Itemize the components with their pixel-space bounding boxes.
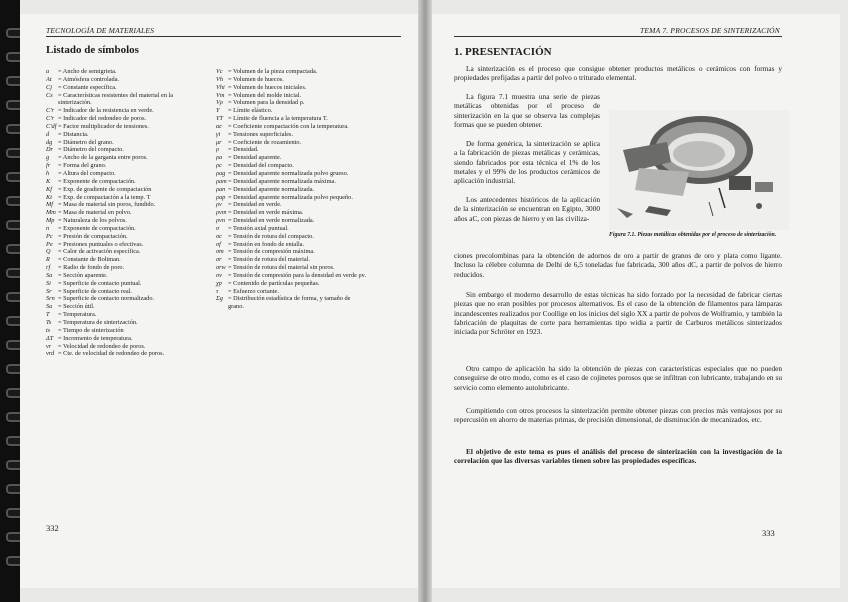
symbol-row xyxy=(46,146,202,154)
symbol-row xyxy=(46,350,202,358)
symbol: σf xyxy=(216,240,221,248)
symbol-description: = Naturaleza de los polvos. xyxy=(58,217,127,225)
symbol-description: = Densidad aparente normalizada polvo grueso. xyxy=(228,169,349,177)
symbol-description: = Volumen de huecos. xyxy=(228,75,284,83)
symbol-row xyxy=(216,146,366,154)
symbol: μr xyxy=(216,138,222,146)
symbol: dg xyxy=(46,138,53,146)
symbol-description: = Factor multiplicador de tensiones. xyxy=(58,122,149,130)
symbol-description: = Superficie de contacto puntual. xyxy=(58,279,142,287)
symbol: ΔT xyxy=(46,334,54,342)
symbol: Vhi xyxy=(216,83,225,91)
symbol-description: = Densidad en verde máxima. xyxy=(228,209,304,217)
paragraph: Los antecedentes históricos de la aplicación de la sinterización se encuentran en Egipto, 3000 años aC, con piezas de hierro y en las civiliza- xyxy=(454,195,600,223)
symbol-description: = Características resistentes del material en la sinterización. xyxy=(58,91,174,107)
symbol-description: = Densidad aparente normalizada polvo pequeño. xyxy=(228,193,353,201)
symbol-row xyxy=(46,92,202,108)
symbol: g xyxy=(46,154,50,162)
symbol-row xyxy=(216,194,366,202)
symbol: Ts xyxy=(46,319,52,326)
symbol: ρa xyxy=(216,154,223,162)
symbol: ρv xyxy=(216,201,222,209)
symbol-description: = Tensión de rotura del material. xyxy=(228,256,311,264)
symbol-row xyxy=(46,343,202,351)
symbol: Si xyxy=(46,279,51,287)
symbol-row xyxy=(216,170,366,178)
symbol-description: = Presión de compactación. xyxy=(58,232,128,240)
symbol-description: = Tensión de rotura del compacto. xyxy=(228,232,314,240)
symbol-description: = Esfuerzo cortante. xyxy=(228,287,279,295)
symbol-description: = Sección aparente. xyxy=(58,271,108,279)
symbol-description: = Exponente de compactación. xyxy=(58,224,136,232)
symbol-row xyxy=(46,123,202,131)
paragraph: Compitiendo con otros procesos la sinterización permite obtener piezas con precios más ventajosos por su repercusión en ahorro de materias primas, de precisión dimensional, de disminución de mecanizados, etc. xyxy=(454,406,782,425)
symbol: Mf xyxy=(46,201,53,209)
symbol-description: = Coeficiente de rozamiento. xyxy=(228,138,302,146)
symbol-row xyxy=(216,139,366,147)
symbol: ρvm xyxy=(216,209,227,217)
symbol-description: = Tensión en fondo de entalla. xyxy=(228,240,305,248)
symbol-row xyxy=(216,76,366,84)
symbol: ρc xyxy=(216,162,222,170)
symbol-description: = Densidad en verde normalizada. xyxy=(228,217,315,225)
symbol-row xyxy=(46,201,202,209)
symbol-row xyxy=(216,256,366,264)
symbol: σc xyxy=(216,232,222,240)
symbol-description: = Radio de fondo de poro. xyxy=(58,264,125,272)
symbol: Mm xyxy=(46,209,56,217)
symbol-description: = Tiempo de sinterización xyxy=(58,326,124,334)
symbol-row xyxy=(46,225,202,233)
symbol-description: = Ancho de la garganta entre poros. xyxy=(58,154,148,162)
symbol-row xyxy=(216,162,366,170)
symbol-description: = Cte. de velocidad de redondeo de poros. xyxy=(58,350,165,358)
symbol: Sa xyxy=(46,271,53,279)
page-number: 332 xyxy=(46,523,59,533)
symbol-row xyxy=(216,84,366,92)
symbol-row xyxy=(216,154,366,162)
sintered-parts-photo xyxy=(609,110,789,230)
symbol-description: = Diámetro del compacto. xyxy=(58,146,124,154)
symbol-row xyxy=(46,233,202,241)
paragraph: La sinterización es el proceso que consigue obtener productos metálicos o cerámicos con formas y propiedades prefijadas a partir del polvo o triturado elemental. xyxy=(454,64,782,83)
symbol: Kf xyxy=(46,185,52,193)
paragraph: Otro campo de aplicación ha sido la obtención de piezas con características especiales que no pueden conseguirse de otro modo, como es el caso de cojinetes porosos que se infiltran con lubricante, trabajando en su servicio como elemento autolubricante. xyxy=(454,364,782,392)
symbol-description: = Límite elástico. xyxy=(228,107,273,115)
symbol-description: = Tensión de compresión para la densidad en verde ρv. xyxy=(228,271,366,279)
symbol-description: = Superficie de contacto real. xyxy=(58,287,133,295)
symbol-description: = Volumen de huecos iniciales. xyxy=(228,83,307,91)
symbol: σr xyxy=(216,256,222,264)
symbol: αc xyxy=(216,122,223,130)
symbol-row xyxy=(216,123,366,131)
symbol-description: = Densidad del compacto. xyxy=(228,162,294,170)
symbol: Dr xyxy=(46,146,53,154)
symbol-row xyxy=(216,288,366,296)
symbol-description: = Velocidad de redondeo de poros. xyxy=(58,342,146,350)
symbol: Vm xyxy=(216,91,225,99)
symbol: Cj xyxy=(46,83,52,91)
symbol-row xyxy=(46,209,202,217)
symbol: Sr xyxy=(46,287,52,295)
symbol-row xyxy=(216,209,366,217)
left-page xyxy=(20,14,418,588)
symbol-row xyxy=(216,131,366,139)
symbol-description: = Altura del compacto. xyxy=(58,169,116,177)
symbol: C'r xyxy=(46,107,54,115)
symbol-row xyxy=(216,92,366,100)
symbol-description: = Contenido de partículas pequeñas. xyxy=(228,279,320,287)
symbol-row xyxy=(216,241,366,249)
symbol: C'df xyxy=(46,122,57,130)
symbols-column-2 xyxy=(216,68,366,311)
symbol-description: = Indicador del redondeo de poros. xyxy=(58,115,147,123)
symbol: h xyxy=(46,169,50,177)
symbol-description: = Temperatura. xyxy=(58,311,97,319)
symbol-row xyxy=(46,319,202,327)
symbol: T xyxy=(46,311,50,319)
section-title: Listado de símbolos xyxy=(46,44,139,56)
page-number: 333 xyxy=(762,528,775,538)
symbol-row xyxy=(46,76,202,84)
symbol: ρap xyxy=(216,193,226,201)
symbol: ρ xyxy=(216,146,220,154)
symbol-row xyxy=(216,233,366,241)
symbol-row xyxy=(46,107,202,115)
symbol: YT xyxy=(216,115,224,123)
symbol: Q xyxy=(46,248,51,256)
symbol: Σg xyxy=(216,295,223,303)
symbol-row xyxy=(46,288,202,296)
symbol-description: = Diámetro del grano. xyxy=(58,138,114,146)
symbol-description: = Superficie de contacto normalizado. xyxy=(58,295,155,303)
symbol: ρvn xyxy=(216,217,225,225)
figure-caption: Figura 7.1. Piezas metálicas obtenidas por el proceso de sinterización. xyxy=(609,232,777,238)
left-running-header: TECNOLOGÍA DE MATERIALES xyxy=(46,26,155,35)
symbol: fr xyxy=(46,162,51,170)
symbol-row xyxy=(46,139,202,147)
right-page xyxy=(432,14,840,588)
symbol-row xyxy=(46,115,202,123)
symbol: σrw xyxy=(216,264,226,272)
symbol: Vc xyxy=(216,68,223,75)
paragraph: La figura 7.1 muestra una serie de piezas metálicas obtenidas por el proceso de sinterización en la que se observa las complejas formas que se pueden obtener. xyxy=(454,92,600,129)
symbol-description: = Indicador de la resistencia en verde. xyxy=(58,107,154,115)
symbol: Su xyxy=(46,303,53,311)
header-rule xyxy=(454,36,782,37)
symbol: a xyxy=(46,68,50,75)
book-spine xyxy=(418,0,432,602)
symbol-description: = Densidad. xyxy=(228,146,259,154)
symbol: At xyxy=(46,75,52,83)
symbol-description: = Distribución estadística de forma, y tamaño de grano. xyxy=(228,295,351,311)
section-title: 1. PRESENTACIÓN xyxy=(454,46,552,58)
symbol: n xyxy=(46,224,50,232)
symbol-description: = Tensiones superficiales. xyxy=(228,130,294,138)
symbol-description: = Presiones puntuales o efectivas. xyxy=(58,240,144,248)
symbol-description: = Sección útil. xyxy=(58,303,95,311)
symbol-row xyxy=(46,303,202,311)
symbol-row xyxy=(216,201,366,209)
symbol-description: = Exp. de gradiente de compactación xyxy=(58,185,152,193)
symbol: γi xyxy=(216,130,221,138)
symbol-row xyxy=(46,186,202,194)
symbol-row xyxy=(46,327,202,335)
symbol-row xyxy=(46,280,202,288)
symbol: Srn xyxy=(46,295,55,303)
symbol: ρam xyxy=(216,177,227,185)
symbol-row xyxy=(46,256,202,264)
symbol-row xyxy=(216,186,366,194)
header-rule xyxy=(46,36,401,37)
symbols-column-1 xyxy=(46,68,202,358)
symbol-row xyxy=(46,241,202,249)
symbol-row xyxy=(46,264,202,272)
symbol-row xyxy=(46,295,202,303)
symbol-description: = Volumen de la pieza compactada. xyxy=(228,68,318,75)
symbol-row xyxy=(46,84,202,92)
symbol-description: = Exp. de compactación a la temp. T xyxy=(58,193,151,201)
objective-paragraph: El objetivo de este tema es pues el análisis del proceso de sinterización con la investigación de la correlación que las diversas variables tienen sobre las propiedades específicas. xyxy=(454,447,782,466)
symbol-description: = Forma del grano. xyxy=(58,162,107,170)
symbol: σ xyxy=(216,224,220,232)
symbol-row xyxy=(216,295,366,311)
symbol: R xyxy=(46,256,50,264)
symbol-row xyxy=(46,154,202,162)
symbol-row xyxy=(46,311,202,319)
figure-sintered-parts xyxy=(609,110,789,230)
symbol: χp xyxy=(216,279,222,287)
symbol-row xyxy=(46,217,202,225)
paragraph: Sin embargo el moderno desarrollo de estas técnicas ha sido forzado por la necesidad de fabricar ciertas piezas que no eran posibles por procesos alternativos. Es el caso de la obtención de filamentos para lámparas incandescentes realizados por Coollige en los inicios del siglo XX a partir de polvos de Wolframio, y también la fabricación de plaquitas de corte para herramientas tipo widia a partir de Carburos metálicos sinterizados iniciada por Schröter en 1923. xyxy=(454,290,782,337)
symbol-row xyxy=(216,225,366,233)
symbol: Pe xyxy=(46,240,53,248)
symbol: Mp xyxy=(46,217,55,225)
symbol-description: = Exponente de compactación. xyxy=(58,177,136,185)
symbol: vr xyxy=(46,342,52,350)
symbol-description: = Volumen para la densidad ρ. xyxy=(228,99,305,107)
symbol-description: = Densidad aparente normalizada. xyxy=(228,185,315,193)
symbol-description: = Tensión de rotura del material sin poros. xyxy=(228,264,335,272)
right-running-header: TEMA 7. PROCESOS DE SINTERIZACIÓN xyxy=(640,26,780,35)
symbol: Vh xyxy=(216,75,223,83)
symbol-row xyxy=(216,99,366,107)
symbol-description: = Tensión axial puntual. xyxy=(228,224,289,232)
symbol: τ xyxy=(216,287,219,295)
symbol: ρan xyxy=(216,185,226,193)
symbol-row xyxy=(46,131,202,139)
symbol-description: = Densidad aparente. xyxy=(228,154,282,162)
symbol: rf xyxy=(46,264,51,272)
symbol-description: = Calor de activación específica. xyxy=(58,248,141,256)
symbol-row xyxy=(216,115,366,123)
symbol-description: = Tensión de compresión máxima. xyxy=(228,248,315,256)
symbol: σm xyxy=(216,248,224,256)
symbol-description: = Densidad aparente normalizada máxima. xyxy=(228,177,336,185)
symbol-row xyxy=(46,335,202,343)
symbol-description: = Distancia. xyxy=(58,130,89,138)
symbol-description: = Constante de Boltman. xyxy=(58,256,121,264)
symbol: K xyxy=(46,177,51,185)
symbol-description: = Densidad en verde. xyxy=(228,201,282,209)
symbol: ts xyxy=(46,326,51,334)
symbol-description: = Incremento de temperatura. xyxy=(58,334,133,342)
symbol: σv xyxy=(216,271,222,279)
symbol-description: = Coeficiente compactación con la temperatura. xyxy=(228,122,349,130)
symbol: Cs xyxy=(46,91,53,99)
symbol-description: = Ancho de semigrieta. xyxy=(58,68,117,75)
symbol: d xyxy=(46,130,50,138)
symbol-row xyxy=(216,68,366,76)
paragraph: De forma genérica, la sinterización se aplica a la fabricación de piezas metálicas y cerámicas, siendo fabricados por esta técnica el 1% de los metales y el 99% de los productos cerámicos de aplicación industrial. xyxy=(454,139,600,186)
symbol-row xyxy=(216,264,366,272)
symbol-row xyxy=(216,280,366,288)
symbol-row xyxy=(216,272,366,280)
symbol: C'r xyxy=(46,115,54,123)
symbol-description: = Volumen del molde inicial. xyxy=(228,91,302,99)
symbol-description: = Masa de material sin poros, fundido. xyxy=(58,201,156,209)
symbol-description: = Constante específica. xyxy=(58,83,117,91)
symbol-row xyxy=(216,217,366,225)
symbol-description: = Atmósfera controlada. xyxy=(58,75,120,83)
symbol: ρag xyxy=(216,169,226,177)
symbol-row xyxy=(216,107,366,115)
symbol: Pc xyxy=(46,232,53,240)
paragraph: ciones precolombinas para la obtención de adornos de oro a partir de granos de oro y plata como ligante. Incluso la célebre columna de Delhi de 6,5 toneladas fue fabricada, 300 años dC, a partir de polvos de hierro reducidos. xyxy=(454,251,782,279)
symbol-description: = Masa de material en polvo. xyxy=(58,209,132,217)
symbol-row xyxy=(46,68,202,76)
symbol-row xyxy=(46,248,202,256)
symbol-row xyxy=(46,272,202,280)
symbol-description: = Límite de fluencia a la temperatura T. xyxy=(228,115,328,123)
symbol: vrd xyxy=(46,350,55,358)
symbol-row xyxy=(46,194,202,202)
symbol-row xyxy=(46,178,202,186)
symbol-row xyxy=(46,170,202,178)
spiral-binding xyxy=(0,0,20,602)
symbol: Y xyxy=(216,107,220,115)
symbol-row xyxy=(216,248,366,256)
symbol-row xyxy=(46,162,202,170)
symbol: Kt xyxy=(46,193,52,201)
symbol-row xyxy=(216,178,366,186)
symbol: Vρ xyxy=(216,99,223,107)
symbol-description: = Temperatura de sinterización. xyxy=(58,319,138,326)
